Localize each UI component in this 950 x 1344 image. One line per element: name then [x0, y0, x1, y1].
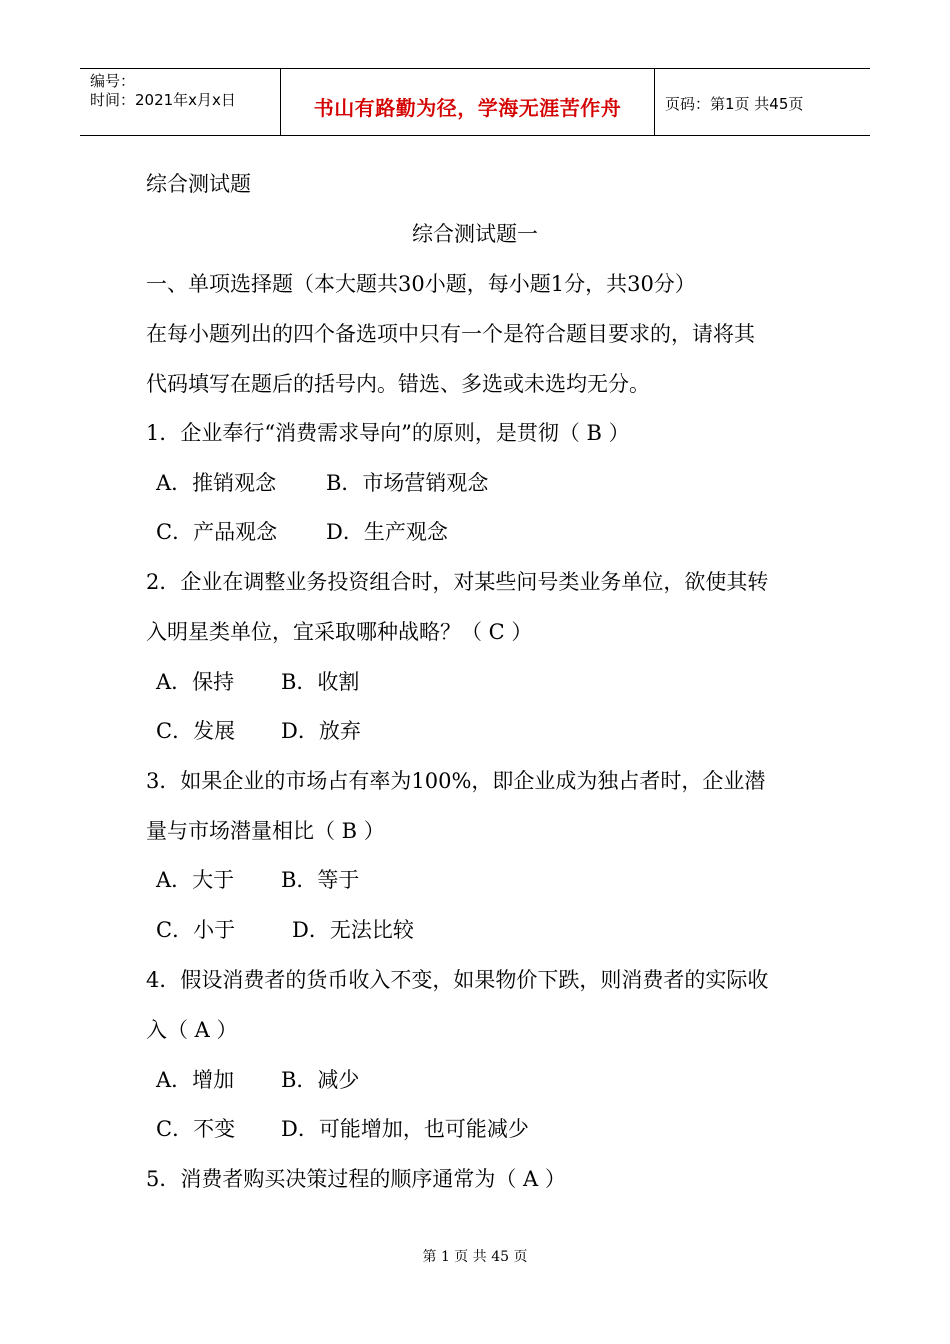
option-a: A．增加 [156, 1068, 235, 1092]
options-row [156, 1115, 529, 1143]
option-d: D．放弃 [281, 719, 361, 743]
option-d: D．无法比较 [292, 918, 414, 942]
options-row [156, 518, 448, 546]
header-motto: 书山有路勤为径，学海无涯苦作舟 [313, 96, 622, 120]
instruction-line: 代码填写在题后的括号内。错选、多选或未选均无分。 [146, 372, 650, 396]
option-d: D．生产观念 [326, 520, 448, 544]
page-footer: 第 1 页 共 45 页 [422, 1249, 528, 1265]
options-row [156, 1066, 360, 1094]
doc-heading: 综合测试题 [146, 172, 251, 196]
option-c: C．发展 [156, 719, 236, 743]
doc-title: 综合测试题一 [412, 222, 538, 246]
options-row [156, 717, 361, 745]
question-5: 5．消费者购买决策过程的顺序通常为（ A ） [146, 1167, 566, 1191]
header-page-info: 页码：第1页 共45页 [665, 95, 804, 113]
header-info-cell [80, 69, 281, 135]
instruction-line: 在每小题列出的四个备选项中只有一个是符合题目要求的，请将其 [146, 322, 755, 346]
options-row [156, 916, 414, 944]
header-motto-cell [281, 69, 655, 135]
option-b: B．市场营销观念 [326, 471, 489, 495]
option-a: A．保持 [156, 670, 235, 694]
header-page-cell [655, 69, 870, 135]
question-1: 1．企业奉行“消费需求导向”的原则，是贯彻（ B ） [146, 421, 630, 445]
option-b: B．减少 [281, 1068, 360, 1092]
question-4-cont: 入（ A ） [146, 1018, 238, 1042]
options-row [156, 866, 360, 894]
page-header [80, 68, 870, 136]
option-c: C．产品观念 [156, 520, 278, 544]
question-3-cont: 量与市场潜量相比（ B ） [146, 819, 385, 843]
header-number-label: 编号： [90, 72, 136, 90]
option-b: B．等于 [281, 868, 360, 892]
option-c: C．小于 [156, 918, 236, 942]
question-4: 4．假设消费者的货币收入不变，如果物价下跌，则消费者的实际收 [146, 968, 769, 992]
option-a: A．大于 [156, 868, 235, 892]
option-b: B．收割 [281, 670, 360, 694]
option-c: C．不变 [156, 1117, 236, 1141]
question-2-cont: 入明星类单位，宜采取哪种战略？（ C ） [146, 620, 533, 644]
header-time-label: 时间：2021年x月x日 [90, 91, 236, 109]
options-row [156, 668, 360, 696]
options-row [156, 469, 489, 497]
option-a: A．推销观念 [156, 471, 277, 495]
option-d: D．可能增加，也可能减少 [281, 1117, 529, 1141]
question-2: 2．企业在调整业务投资组合时，对某些问号类业务单位，欲使其转 [146, 570, 769, 594]
question-3: 3．如果企业的市场占有率为100%，即企业成为独占者时，企业潜 [146, 769, 766, 793]
section-heading: 一、单项选择题（本大题共30小题，每小题1分，共30分） [146, 272, 696, 296]
